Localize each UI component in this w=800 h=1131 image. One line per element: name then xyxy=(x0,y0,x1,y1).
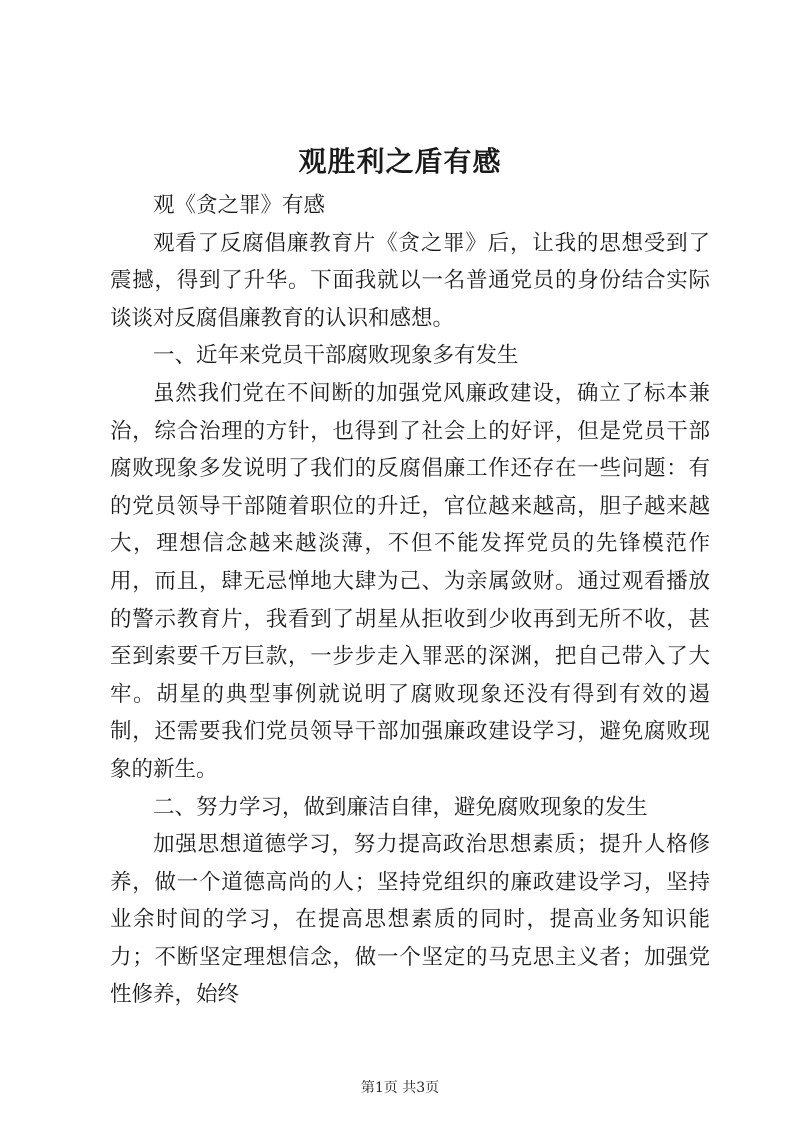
paragraph-section-2: 加强思想道德学习，努力提高政治思想素质；提升人格修养，做一个道德高尚的人；坚持党组织的廉政建设学习，坚持业余时间的学习，在提高思想素质的同时，提高业务知识能力；不断坚定理想信念，做一个坚定的马克思主义者；加强党性修养，始终 xyxy=(110,832,710,1008)
section-heading-1: 一、近年来党员干部腐败现象多有发生 xyxy=(153,343,519,369)
paragraph-section-1: 虽然我们党在不间断的加强党风廉政建设，确立了标本兼治，综合治理的方针，也得到了社会上的好评，但是党员干部腐败现象多发说明了我们的反腐倡廉工作还存在一些问题：有的党员领导干部随着职位的升迁，官位越来越高，胆子越来越大，理想信念越来越淡薄，不但不能发挥党员的先锋模范作用，而且，肆无忌惮地大肆为己、为亲属敛财。通过观看播放的警示教育片，我看到了胡星从拒收到少收再到无所不收，甚至到索要千万巨款，一步步走入罪恶的深渊，把自己带入了大牢。胡星的典型事例就说明了腐败现象还没有得到有效的遏制，还需要我们党员领导干部加强廉政建设学习，避免腐败现象的新生。 xyxy=(110,380,710,782)
document-body xyxy=(110,187,710,1014)
section-heading-2: 二、努力学习，做到廉洁自律，避免腐败现象的发生 xyxy=(153,794,648,820)
paragraph-subtitle: 观《贪之罪》有感 xyxy=(153,193,326,218)
document-title: 观胜利之盾有感 xyxy=(298,145,502,178)
page-number-footer: 第1页 共3页 xyxy=(360,1080,440,1096)
paragraph-intro: 观看了反腐倡廉教育片《贪之罪》后，让我的思想受到了震撼，得到了升华。下面我就以一名普通党员的身份结合实际谈谈对反腐倡廉教育的认识和感想。 xyxy=(110,230,710,331)
